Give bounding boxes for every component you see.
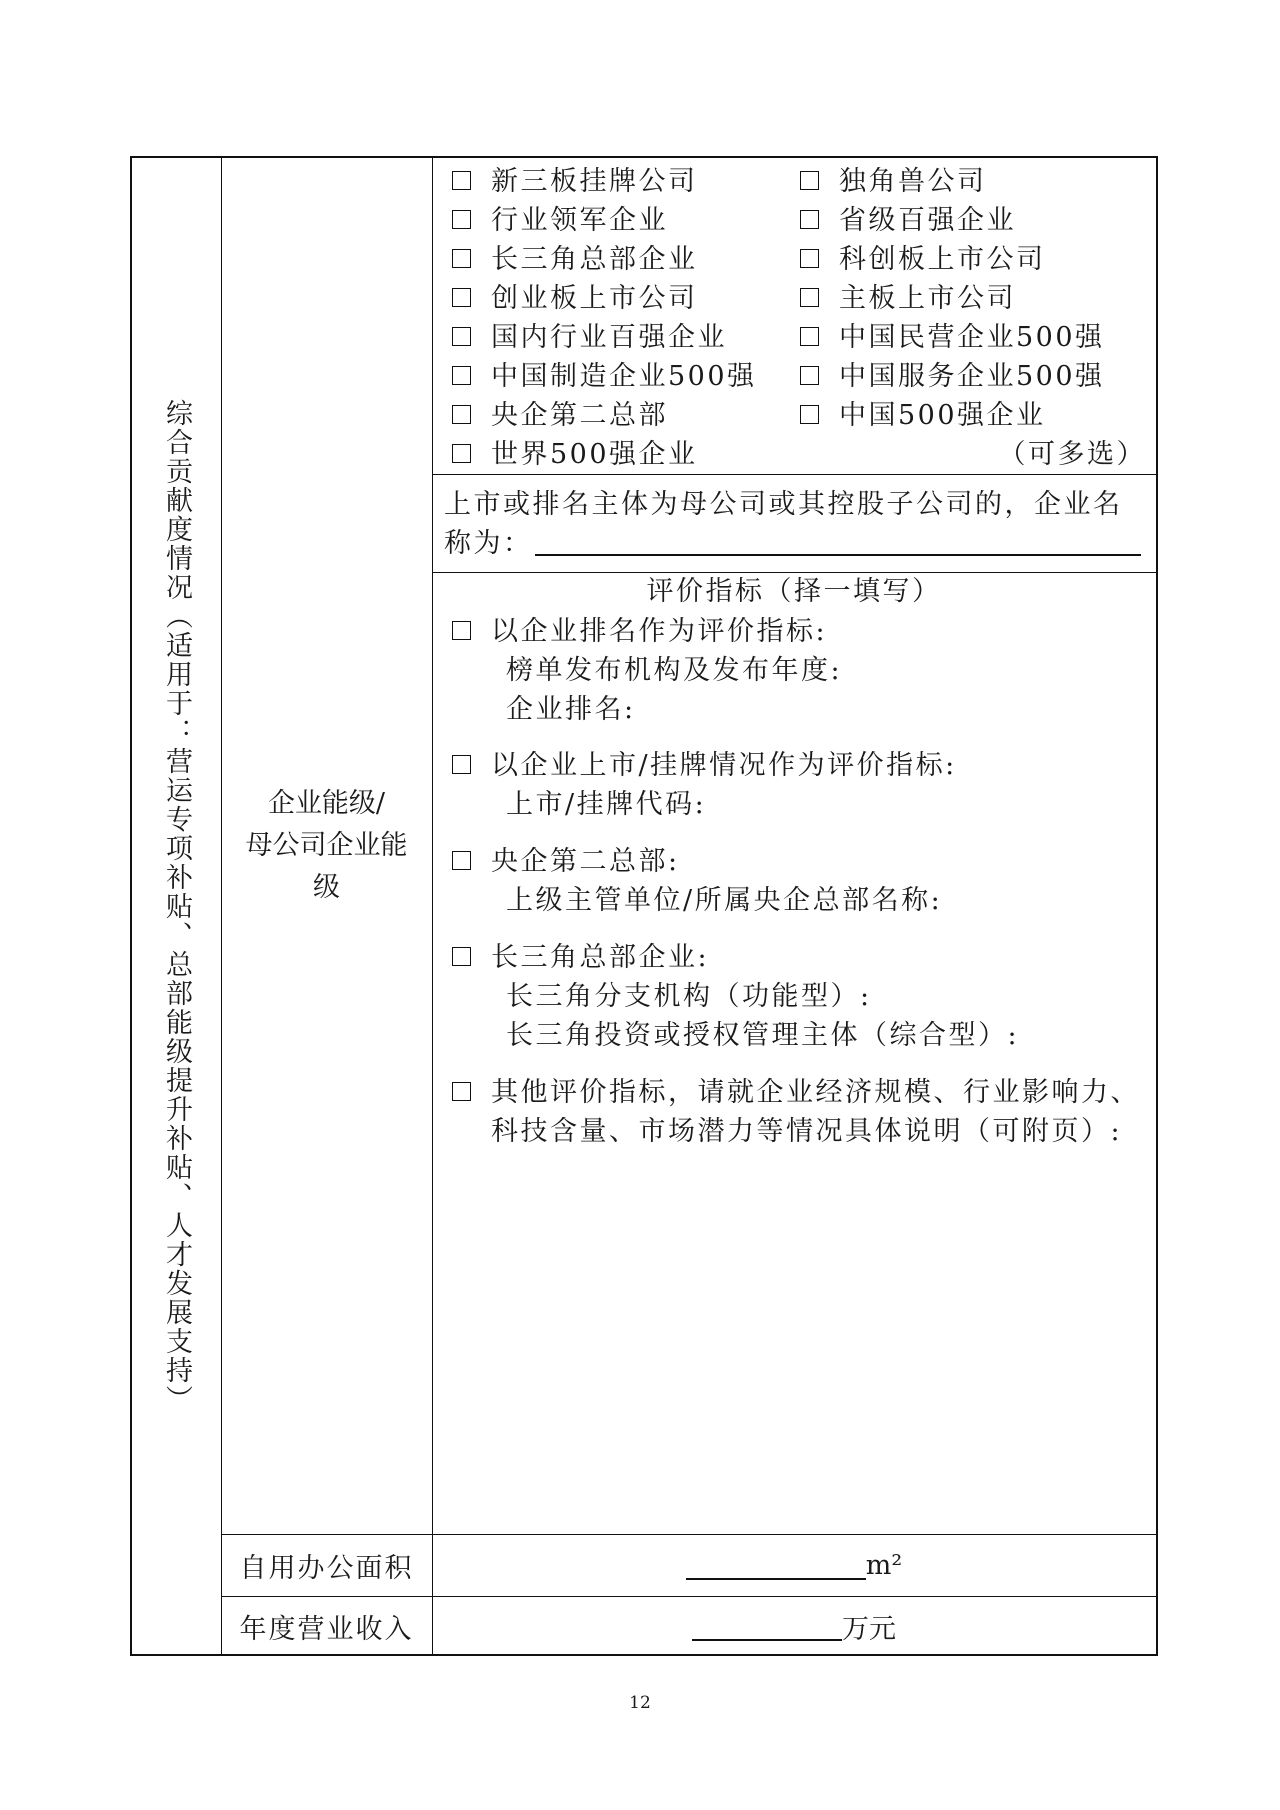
option-checkbox[interactable]: 科创板上市公司: [800, 246, 1046, 273]
option-checkbox[interactable]: 中国500强企业: [800, 402, 1046, 429]
checkbox-icon[interactable]: [452, 621, 471, 640]
eval-soe-option[interactable]: 央企第二总部:: [452, 848, 680, 875]
option-checkbox[interactable]: 行业领军企业: [452, 207, 668, 234]
office-area-value: [432, 1534, 1156, 1596]
option-checkbox[interactable]: 中国制造企业500强: [452, 363, 757, 390]
checkbox-icon[interactable]: [452, 366, 471, 385]
level-label-line1: 企业能级/: [267, 788, 386, 819]
checkbox-icon[interactable]: [452, 755, 471, 774]
checkbox-icon[interactable]: [452, 444, 471, 463]
option-checkbox[interactable]: 中国服务企业500强: [800, 363, 1105, 390]
option-checkbox[interactable]: 国内行业百强企业: [452, 324, 727, 351]
eval-listing-option[interactable]: 以企业上市/挂牌情况作为评价指标:: [452, 752, 957, 779]
contribution-table: [130, 156, 1158, 1656]
eval-yrd-branch: 长三角分支机构（功能型）:: [506, 981, 872, 1012]
eval-ranking-org: 榜单发布机构及发布年度:: [506, 655, 843, 686]
option-checkbox[interactable]: 创业板上市公司: [452, 285, 698, 312]
row-divider: [432, 572, 1156, 573]
option-checkbox[interactable]: 中国民营企业500强: [800, 324, 1105, 351]
parent-company-name-field[interactable]: [535, 526, 1141, 556]
option-checkbox[interactable]: 独角兽公司: [800, 168, 987, 195]
eval-title: 评价指标（择一填写）: [646, 576, 942, 607]
checkbox-icon[interactable]: [452, 288, 471, 307]
checkbox-icon[interactable]: [800, 210, 819, 229]
revenue-value: [432, 1596, 1156, 1656]
checkbox-icon[interactable]: [800, 327, 819, 346]
level-label-cell: [221, 158, 432, 1534]
multi-select-note: （可多选）: [998, 439, 1146, 470]
checkbox-icon[interactable]: [800, 366, 819, 385]
eval-other-line2: 科技含量、市场潜力等情况具体说明（可附页）:: [491, 1116, 1123, 1147]
checkbox-icon[interactable]: [800, 171, 819, 190]
eval-yrd-invest: 长三角投资或授权管理主体（综合型）:: [506, 1020, 1020, 1051]
option-checkbox[interactable]: 央企第二总部: [452, 402, 668, 429]
revenue-label: 年度营业收入: [239, 1613, 414, 1645]
revenue-input[interactable]: [692, 1611, 842, 1641]
eval-listing-code: 上市/挂牌代码:: [506, 789, 707, 820]
office-area-label: 自用办公面积: [239, 1552, 414, 1584]
checkbox-icon[interactable]: [452, 327, 471, 346]
office-area-input[interactable]: [686, 1550, 866, 1580]
page-number: 12: [629, 1693, 651, 1713]
eval-other-option[interactable]: 其他评价指标，请就企业经济规模、行业影响力、: [452, 1079, 1140, 1106]
checkbox-icon[interactable]: [800, 249, 819, 268]
side-label-cell: [132, 158, 221, 1654]
eval-ranking-option[interactable]: 以企业排名作为评价指标:: [452, 618, 827, 645]
checkbox-icon[interactable]: [452, 405, 471, 424]
option-checkbox[interactable]: 长三角总部企业: [452, 246, 698, 273]
row-divider: [432, 474, 1156, 475]
checkbox-icon[interactable]: [452, 171, 471, 190]
revenue-unit: 万元: [842, 1613, 896, 1645]
checkbox-icon[interactable]: [452, 947, 471, 966]
option-checkbox[interactable]: 主板上市公司: [800, 285, 1016, 312]
eval-yrd-option[interactable]: 长三角总部企业:: [452, 944, 709, 971]
parent-note-line2: 称为：: [444, 528, 533, 559]
checkbox-icon[interactable]: [800, 288, 819, 307]
level-label-line3: 级: [313, 872, 340, 903]
option-checkbox[interactable]: 新三板挂牌公司: [452, 168, 698, 195]
side-label: 综合贡献度情况（适用于：营运专项补贴、总部能级提升补贴、人才发展支持）: [161, 398, 192, 1414]
eval-ranking-rank: 企业排名:: [506, 694, 636, 725]
column-divider: [432, 158, 433, 1654]
level-label-line2: 母公司企业能: [245, 830, 408, 861]
eval-soe-parent: 上级主管单位/所属央企总部名称:: [506, 885, 943, 916]
checkbox-icon[interactable]: [452, 249, 471, 268]
checkbox-icon[interactable]: [452, 851, 471, 870]
checkbox-icon[interactable]: [452, 210, 471, 229]
parent-note-line1: 上市或排名主体为母公司或其控股子公司的，企业名: [444, 489, 1123, 520]
checkbox-icon[interactable]: [800, 405, 819, 424]
checkbox-icon[interactable]: [452, 1082, 471, 1101]
office-area-unit: m²: [865, 1549, 903, 1581]
option-checkbox[interactable]: 省级百强企业: [800, 207, 1016, 234]
option-checkbox[interactable]: 世界500强企业: [452, 441, 698, 468]
